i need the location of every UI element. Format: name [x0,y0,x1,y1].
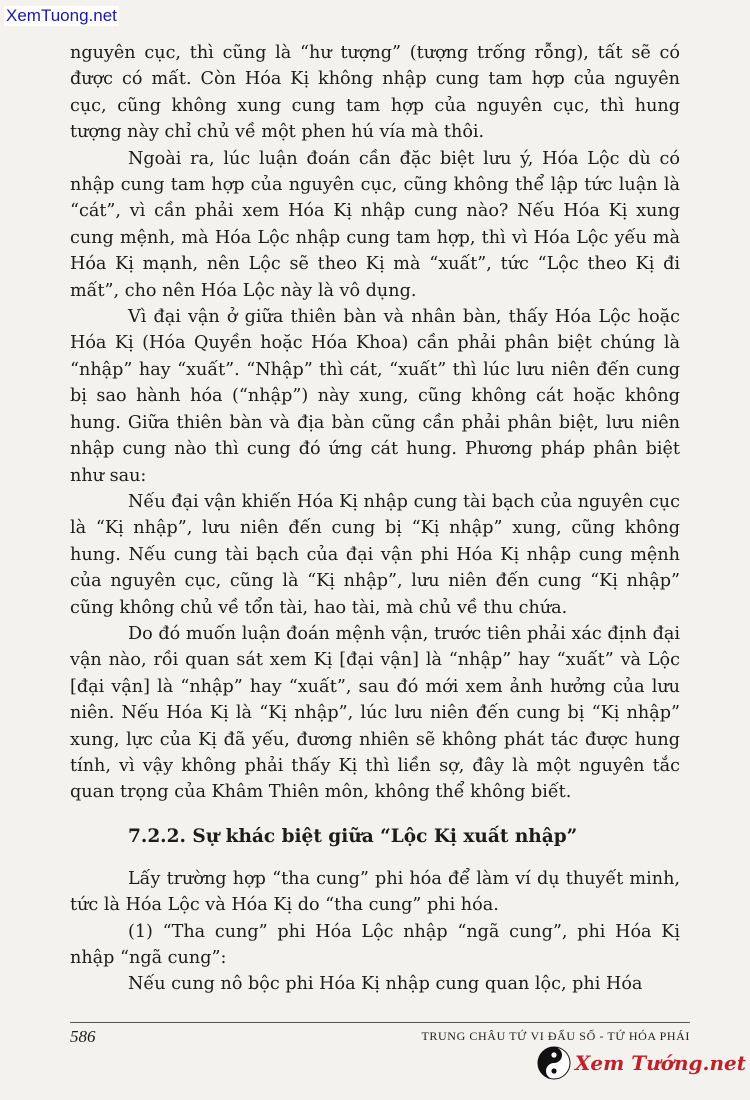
page-number: 586 [70,1027,96,1046]
yin-yang-icon [537,1046,571,1080]
section-heading: 7.2.2. Sự khác biệt giữa “Lộc Kị xuất nhập” [128,825,578,847]
site-logo [537,1046,746,1080]
logo-text: Xem Tướng.net [574,1051,746,1075]
paragraph-8: Nếu cung nô bộc phi Hóa Kị nhập cung quan lộc, phi Hóa [128,974,643,995]
paragraph-3: Vì đại vận ở giữa thiên bàn và nhân bàn, thấy Hóa Lộc hoặc Hóa Kị (Hóa Quyền hoặc Hóa Khoa) cần phải phân biệt chúng là “nhập” hay “xuất”. “Nhập” thì cát, “xuất” thì lúc lưu niên đến cung bị sao hành hóa (“nhập”) này xung, cũng không cát hoặc không hung. Giữa thiên bàn và địa bàn cũng cần phải phân biệt, lưu niên nhập cung nào thì cung đó ứng cát hung. Phương pháp phân biệt như sau: [70,307,680,486]
paragraph-6: Lấy trường hợp “tha cung” phi hóa để làm ví dụ thuyết minh, tức là Hóa Lộc và Hóa Kị do “tha cung” phi hóa. [70,868,680,916]
page-footer [70,1022,690,1047]
watermark-top: XemTuong.net [6,6,117,25]
paragraph-5: Do đó muốn luận đoán mệnh vận, trước tiên phải xác định đại vận nào, rồi quan sát xem Kị [đại vận] là “nhập” hay “xuất” và Lộc [đại vận] là “nhập” hay “xuất”, sau đó mới xem ảnh hưởng của lưu niên. Nếu Hóa Kị là “Kị nhập”, lúc lưu niên đến cung bị “Kị nhập” xung, lực của Kị đã yếu, đương nhiên sẽ không phát tác được hung tính, vì vậy không phải thấy Kị thì liền sợ, đây là một nguyên tắc quan trọng của Khâm Thiên môn, không thể không biết. [70,623,680,803]
paragraph-4: Nếu đại vận khiến Hóa Kị nhập cung tài bạch của nguyên cục là “Kị nhập”, lưu niên đến cung bị “Kị nhập” xung, cũng không hung. Nếu cung tài bạch của đại vận phi Hóa Kị nhập cung mệnh của nguyên cục, cũng là “Kị nhập”, lưu niên đến cung “Kị nhập” cũng không chủ về tổn tài, hao tài, mà chủ về thu chứa. [70,491,680,618]
paragraph-1: nguyên cục, thì cũng là “hư tượng” (tượng trống rỗng), tất sẽ có được có mất. Còn Hóa Kị không nhập cung tam hợp của nguyên cục, cũng không xung cung tam hợp của nguyên cục, thì hung tượng này chỉ chủ về một phen hú vía mà thôi. [70,43,680,143]
paragraph-7: (1) “Tha cung” phi Hóa Lộc nhập “ngã cung”, phi Hóa Kị nhập “ngã cung”: [70,921,680,968]
book-title: TRUNG CHÂU TỨ VI ĐẨU SỐ - TỨ HÓA PHÁI [421,1029,690,1043]
page-body [70,40,680,998]
paragraph-2: Ngoài ra, lúc luận đoán cần đặc biệt lưu ý, Hóa Lộc dù có nhập cung tam hợp của nguyên cục, cũng không thể lập tức luận là “cát”, vì cần phải xem Hóa Kị nhập cung nào? Nếu Hóa Kị xung cung mệnh, mà Hóa Lộc nhập cung tam hợp, thì vì Hóa Lộc yếu mà Hóa Kị mạnh, nên Lộc sẽ theo Kị mà “xuất”, tức “Lộc theo Kị đi mất”, cho nên Hóa Lộc này là vô dụng. [70,148,680,301]
